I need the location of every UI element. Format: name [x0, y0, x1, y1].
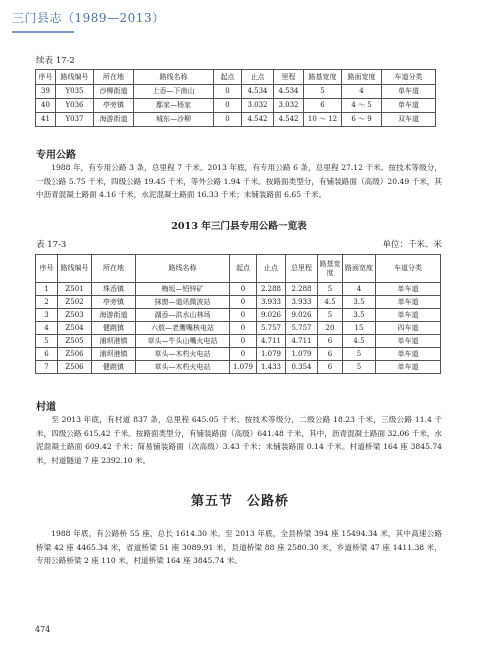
col-header: 总里程 [286, 255, 318, 283]
col-header: 起点 [230, 255, 257, 283]
header-rule [12, 31, 74, 33]
table-cell: 5 [36, 335, 58, 348]
table-cell: 0 [230, 335, 257, 348]
col-header: 所在地 [92, 255, 136, 283]
table-cell: 4.711 [257, 335, 286, 348]
table-cell: 0 [230, 348, 257, 361]
table-cell: 4.542 [242, 113, 274, 127]
col-header: 所在地 [94, 70, 134, 85]
table-cell: 4.534 [242, 85, 274, 99]
table-cell: 1.079 [257, 348, 286, 361]
table-cell: 鄢家—杨家 [134, 99, 214, 113]
table-cell: 珠岙镇 [92, 283, 136, 296]
table-cell: 上岙—下南山 [134, 85, 214, 99]
table-row [36, 283, 441, 296]
table-cell: 10 ～ 12 [304, 113, 342, 127]
col-header: 序号 [36, 255, 58, 283]
table-cell: 单车道 [376, 348, 441, 361]
table-cell: 5 [318, 283, 343, 296]
table-cell: Z506 [58, 348, 92, 361]
table-cell: 5 [343, 361, 376, 374]
col-header: 序号 [36, 70, 56, 85]
table-cell: 亭旁镇 [94, 99, 134, 113]
table-cell: 15 [343, 322, 376, 335]
table-cell: 浦坝港镇 [92, 335, 136, 348]
table-header-row [36, 70, 436, 85]
col-header: 止点 [242, 70, 274, 85]
table-cell: 亭旁镇 [92, 296, 136, 309]
col-header: 路线编号 [56, 70, 94, 85]
table-cell: Z506 [58, 361, 92, 374]
section-heading-village-roads: 村道 [36, 402, 56, 413]
col-header: 路面宽度 [342, 70, 382, 85]
table-cell: 海游街道 [94, 113, 134, 127]
table-cell: 六敖—老鹰嘴核电站 [136, 322, 230, 335]
col-header: 路基宽度 [304, 70, 342, 85]
table-cell: 4 [343, 283, 376, 296]
table1-label: 续表 17-2 [36, 56, 75, 66]
table-cell: Y036 [56, 99, 94, 113]
table-cell: Y037 [56, 113, 94, 127]
table-cell: 0.354 [286, 361, 318, 374]
table-cell: 单车道 [376, 361, 441, 374]
table-cell: 四车道 [376, 322, 441, 335]
table-cell: 5 [304, 85, 342, 99]
special-road-table [35, 254, 441, 374]
table-row [36, 296, 441, 309]
table-cell: 3.5 [343, 296, 376, 309]
table-cell: 9.026 [257, 309, 286, 322]
table-cell: 1 [36, 283, 58, 296]
table-cell: 41 [36, 113, 56, 127]
table-cell: 9.026 [286, 309, 318, 322]
running-header: 三门县志（1989—2013） [12, 11, 165, 25]
table-cell: 双车道 [382, 113, 436, 127]
section-title-bridges: 第五节 公路桥 [190, 494, 289, 509]
table-cell: 3.032 [242, 99, 274, 113]
table-cell: 单车道 [376, 296, 441, 309]
table-row [36, 113, 436, 127]
table-cell: 4.711 [286, 335, 318, 348]
table-cell: 4.5 [318, 296, 343, 309]
table-row [36, 99, 436, 113]
table-cell: Z505 [58, 335, 92, 348]
table-cell: 草头—木杓火电站 [136, 361, 230, 374]
table-cell: 6 [36, 348, 58, 361]
table-cell: Y035 [56, 85, 94, 99]
table2-label: 表 17-3 [36, 240, 67, 250]
table-cell: 3 [36, 309, 58, 322]
table-cell: 单车道 [376, 283, 441, 296]
table-cell: 6 [304, 99, 342, 113]
table-row [36, 85, 436, 99]
table-cell: 0 [214, 99, 242, 113]
road-table-continued [35, 69, 436, 127]
table-cell: 1.079 [230, 361, 257, 374]
col-header: 路基宽度 [318, 255, 343, 283]
table-cell: 3.933 [286, 296, 318, 309]
table-cell: 5 [318, 309, 343, 322]
table-cell: 0 [230, 283, 257, 296]
table-cell: 6 ～ 9 [342, 113, 382, 127]
table2-unit: 单位：千米、米 [382, 240, 442, 250]
col-header: 路面宽度 [343, 255, 376, 283]
table-cell: 梅坂—铅锌矿 [136, 283, 230, 296]
village-roads-paragraph: 至 2013 年底，有村道 837 条，总里程 645.05 千米。按技术等级分，二级公路 18.23 千米，三级公路 11.4 千米，四级公路 615.42 千米。按路面类型分，有铺装路面（高级）641.48 千米，其中，沥青混凝土路面 32.06 千米，水泥混凝土路面 609.42 千米；简易铺装路面（次高级）3.43 千米；未铺装路面 0.14 千米。村道桥梁 164 座 3845.74 米，村道隧道 7 座 2392.10 米。 [36, 415, 442, 465]
table-cell: 5.757 [257, 322, 286, 335]
table-cell: 沙柳街道 [94, 85, 134, 99]
table-cell: 浦坝港镇 [92, 348, 136, 361]
table-cell: 2.288 [286, 283, 318, 296]
col-header: 路线名称 [136, 255, 230, 283]
table-cell: 1.079 [286, 348, 318, 361]
table-cell: 单车道 [376, 309, 441, 322]
table-cell: 健跳镇 [92, 322, 136, 335]
bridges-paragraph: 1988 年底，有公路桥 55 座，总长 1614.30 米。至 2013 年底，全县桥梁 394 座 15494.34 米，其中高速公路桥梁 42 座 4465.34 米，省道桥梁 51 座 3089.91 米，县道桥梁 88 座 2580.30 米，乡道桥梁 47 座 1411.38 米，专用公路桥梁 2 座 110 米，村道桥梁 164 座 3845.74 米。 [36, 529, 442, 565]
table-cell: 草头—牛头山嘴火电站 [136, 335, 230, 348]
table-cell: Z504 [58, 322, 92, 335]
table-cell: 0 [214, 85, 242, 99]
table-row [36, 309, 441, 322]
table-cell: 5 [343, 348, 376, 361]
table-cell: 湖岙—洪水山林场 [136, 309, 230, 322]
page-number: 474 [35, 625, 51, 634]
table-cell: 6 [318, 361, 343, 374]
table-cell: 城东—沙柳 [134, 113, 214, 127]
col-header: 路线名称 [134, 70, 214, 85]
table-cell: Z503 [58, 309, 92, 322]
table-cell: 4.542 [274, 113, 304, 127]
table-cell: 7 [36, 361, 58, 374]
table-cell: 4.5 [343, 335, 376, 348]
col-header: 起点 [214, 70, 242, 85]
table-cell: 20 [318, 322, 343, 335]
table-header-row [36, 255, 441, 283]
table-cell: 草头—木杓火电站 [136, 348, 230, 361]
col-header: 车道分类 [376, 255, 441, 283]
table-cell: 0 [214, 113, 242, 127]
table-cell: 4 ～ 5 [342, 99, 382, 113]
table-cell: 1.433 [257, 361, 286, 374]
table-cell: 2.288 [257, 283, 286, 296]
table-cell: 6 [318, 348, 343, 361]
table-cell: 4 [342, 85, 382, 99]
table-cell: 海游街道 [92, 309, 136, 322]
table-row [36, 335, 441, 348]
table-cell: 6 [318, 335, 343, 348]
table-cell: 40 [36, 99, 56, 113]
table-cell: 0 [230, 322, 257, 335]
table-cell: 4 [36, 322, 58, 335]
col-header: 车道分类 [382, 70, 436, 85]
table-cell: 4.534 [274, 85, 304, 99]
table-cell: 39 [36, 85, 56, 99]
table-cell: 3.032 [274, 99, 304, 113]
table-cell: 5.757 [286, 322, 318, 335]
col-header: 路线编号 [58, 255, 92, 283]
table-cell: 单车道 [376, 335, 441, 348]
table-cell: 单车道 [382, 99, 436, 113]
table-cell: 0 [230, 296, 257, 309]
col-header: 里程 [274, 70, 304, 85]
special-roads-paragraph: 1988 年，有专用公路 3 条，总里程 7 千米。2013 年底，有专用公路 6 条，总里程 27.12 千米。按技术等级分，一级公路 5.75 千米，四级公路 19.45 千米，等外公路 1.94 千米。按路面类型分，有铺装路面（高级）20.49 千米，其中沥青混凝土路面 4.16 千米，水泥混凝土路面 16.33 千米；未铺装路面 6.65 千米。 [36, 163, 442, 199]
table-cell: 3.933 [257, 296, 286, 309]
table-cell: Z501 [58, 283, 92, 296]
table2-title: 2013 年三门县专用公路一览表 [171, 221, 307, 232]
table-row [36, 348, 441, 361]
table-cell: 3.5 [343, 309, 376, 322]
section-heading-special-roads: 专用公路 [36, 150, 76, 161]
table-cell: 2 [36, 296, 58, 309]
table-cell: 健跳镇 [92, 361, 136, 374]
table-cell: 单车道 [382, 85, 436, 99]
table-row [36, 361, 441, 374]
table-cell: 0 [230, 309, 257, 322]
table-cell: Z502 [58, 296, 92, 309]
col-header: 止点 [257, 255, 286, 283]
table-cell: 抹窗—道讯微波站 [136, 296, 230, 309]
table-row [36, 322, 441, 335]
